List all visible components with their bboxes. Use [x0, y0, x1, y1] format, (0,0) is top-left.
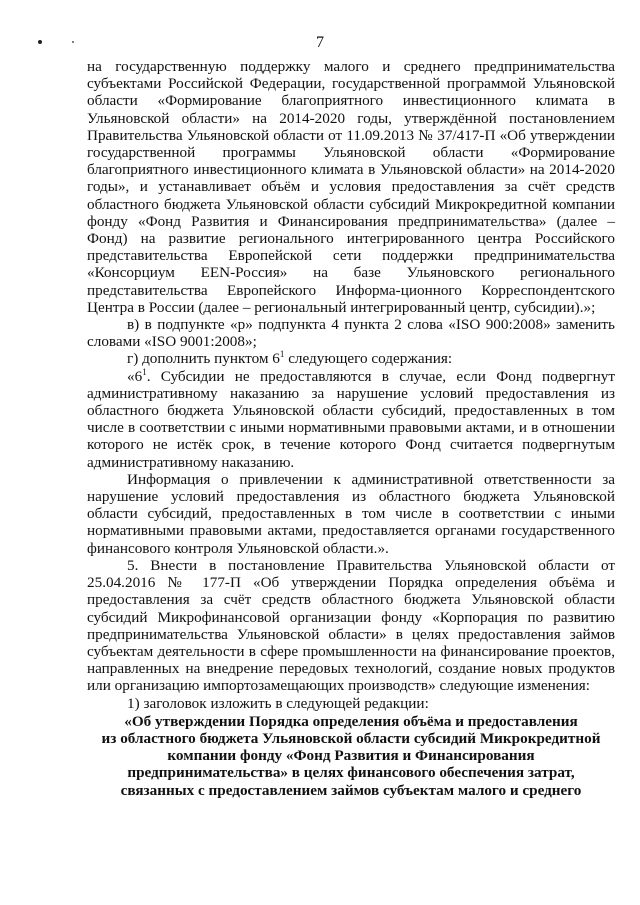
new-title-line-2: из областного бюджета Ульяновской области субсидий Микрокредитной [101, 729, 601, 747]
paragraph-item-g [87, 350, 615, 367]
point-6-1-start: «6 [127, 367, 143, 385]
point-6-1-text: . Субсидии не предоставляются в случае, если Фонд подвергнут административному наказанию за нарушение условий предоставления из областного бюджета Ульяновской области субсидий, предоставленных в том числе в соответствии с иными нормативными правовыми актами, и в отношении которого не истёк срок, в течение которого Фонд считается подвергнутым административному наказанию. [87, 367, 615, 471]
paragraph-continuation: на государственную поддержку малого и среднего предпринимательства субъектами Российской Федерации, государственной программой Ульяновской области «Формирование благоприятного инвестиционного климата в Ульяновской области» на 2014-2020 годы, утверждённой постановлением Правительства Ульяновской области от 11.09.2013 № 37/417-П «Об утверждении государственной программы Ульяновской области «Формирование благоприятного инвестиционного климата в Ульяновской области» на 2014-2020 годы», и устанавливает объём и условия предоставления за счёт средств областного бюджета Ульяновской области субсидий Микрокредитной компании фонду «Фонд Развития и Финансирования предпринимательства» (далее – Фонд) на развитие регионального интегрированного центра Российского представительства Европейской сети поддержки предпринимательства «Консорциум EEN-Россия» на базе Ульяновского регионального представительства Европейского Информа-ционного Корреспондентского Центра в России (далее – региональный интегрированный центр, субсидии).»; [87, 58, 615, 316]
new-title-line-5: связанных с предоставлением займов субъектам малого и среднего [120, 781, 582, 799]
document-body [87, 58, 615, 799]
paragraph-point-6-1 [87, 368, 615, 471]
item-g-text: г) дополнить пунктом 6 [127, 350, 280, 368]
page-number: 7 [316, 34, 324, 51]
item-g-superscript: 1 [279, 349, 285, 360]
paragraph-title-change: 1) заголовок изложить в следующей редакции: [127, 694, 429, 712]
item-g-text-end: следующего содержания: [284, 350, 453, 368]
paragraph-item-v: в) в подпункте «р» подпункта 4 пункта 2 слова «ISO 900:2008» заменить словами «ISO 9001:2008»; [87, 316, 615, 351]
paragraph-item-5: 5. Внести в постановление Правительства Ульяновской области от 25.04.2016 № 177-П «Об утверждении Порядка определения объёма и предоставления за счёт средств областного бюджета Ульяновской области субсидий Микрофинансовой организации фонду «Корпорация по развитию предпринимательства Ульяновской области» в целях предоставления займов субъектам деятельности в сфере промышленности на финансирование проектов, направленных на внедрение передовых технологий, создание новых продуктов или организацию импортозамещающих производств» следующие изменения: [87, 556, 615, 695]
new-title-line-3: компании фонду «Фонд Развития и Финансирования [167, 747, 535, 765]
new-title-line-1: «Об утверждении Порядка определения объёма и предоставления [124, 712, 578, 730]
paragraph-information: Информация о привлечении к административной ответственности за нарушение условий предоставления из областного бюджета Ульяновской области субсидий, предоставленных в том числе в соответствии с иными нормативными правовыми актами, предоставляется органами государственного финансового контроля Ульяновской области.». [87, 470, 615, 557]
new-title-line-4: предпринимательства» в целях финансового обеспечения затрат, [127, 764, 575, 782]
point-6-1-superscript: 1 [142, 366, 147, 377]
